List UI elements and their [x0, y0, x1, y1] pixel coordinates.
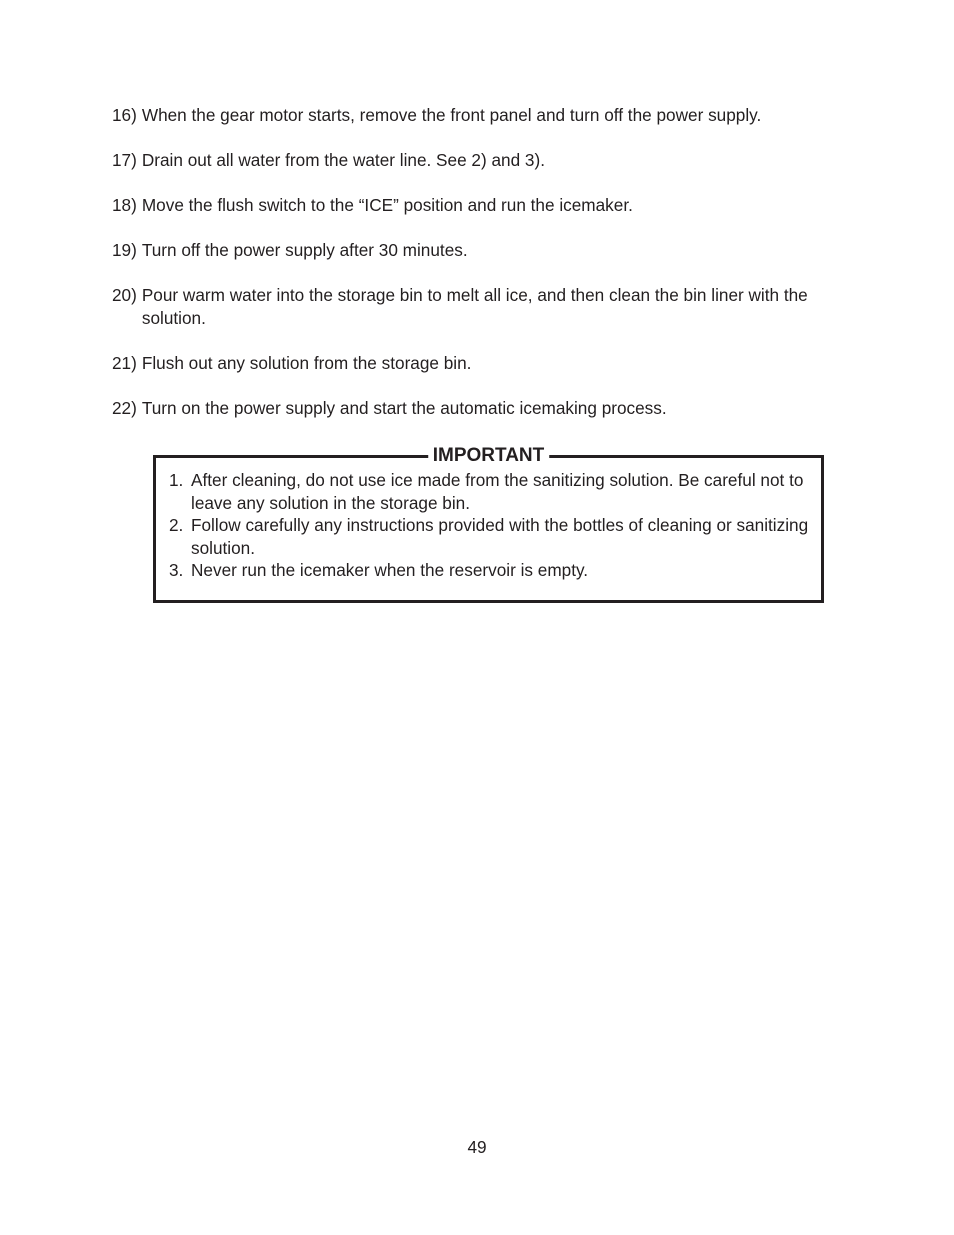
important-item-3: [169, 559, 809, 582]
important-item-2: [169, 514, 809, 559]
item-text: Follow carefully any instructions provided with the bottles of cleaning or sanitizing solution.: [191, 515, 809, 558]
step-number: 22): [112, 397, 137, 418]
item-number: 3.: [169, 560, 184, 580]
step-text: Pour warm water into the storage bin to melt all ice, and then clean the bin liner with the solution.: [141, 285, 808, 328]
step-17: [112, 149, 872, 172]
important-title: IMPORTANT: [428, 444, 550, 468]
step-number: 17): [112, 150, 137, 170]
step-number: 21): [112, 352, 137, 373]
item-text: Never run the icemaker when the reservoir is empty.: [191, 560, 589, 580]
step-number: 19): [112, 240, 137, 260]
item-text: After cleaning, do not use ice made from the sanitizing solution. Be careful not to leave any solution in the storage bin.: [191, 470, 804, 513]
step-text: Turn off the power supply after 30 minutes.: [141, 240, 468, 260]
step-text: Move the flush switch to the “ICE” position and run the icemaker.: [141, 195, 633, 215]
step-number: 20): [112, 285, 137, 305]
step-22: [112, 397, 872, 420]
step-21: [112, 352, 872, 375]
step-text: Flush out any solution from the storage bin.: [141, 352, 472, 373]
step-text: When the gear motor starts, remove the front panel and turn off the power supply.: [141, 105, 762, 125]
important-notice-box: [153, 445, 824, 603]
step-20: [112, 284, 872, 329]
step-19: [112, 239, 872, 262]
page-number: 49: [467, 1137, 487, 1157]
item-number: 1.: [169, 470, 184, 490]
step-text: Drain out all water from the water line. See 2) and 3).: [141, 150, 545, 170]
step-text: Turn on the power supply and start the automatic icemaking process.: [141, 397, 667, 418]
important-item-1: [169, 469, 809, 514]
step-18: [112, 194, 872, 217]
procedure-steps: [112, 104, 872, 442]
important-list: [169, 469, 809, 582]
step-number: 16): [112, 105, 137, 125]
step-16: [112, 104, 872, 127]
step-number: 18): [112, 195, 137, 215]
item-number: 2.: [169, 515, 184, 535]
